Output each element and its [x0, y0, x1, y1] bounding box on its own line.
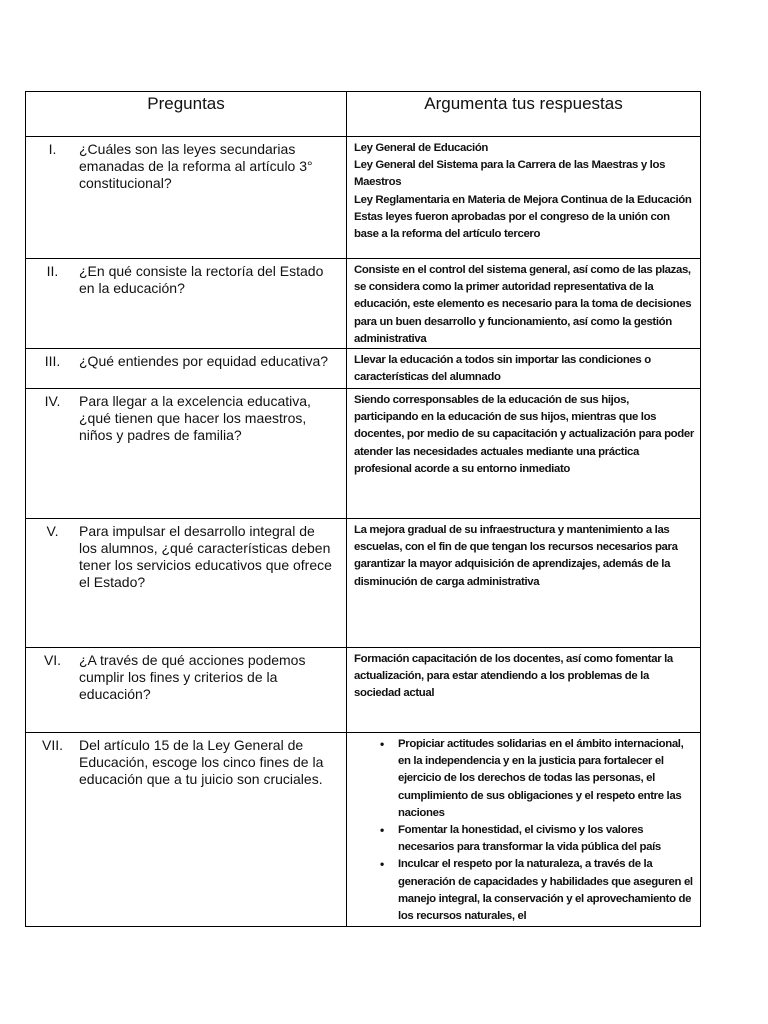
- answer-cell: [347, 349, 701, 389]
- answer-line: Estas leyes fueron aprobadas por el congreso de la unión con base a la reforma del artículo tercero: [354, 210, 670, 241]
- table-row: [26, 733, 701, 927]
- question-cell: [26, 349, 347, 389]
- question-text: ¿Qué entiendes por equidad educativa?: [79, 353, 329, 370]
- question-text: Para llegar a la excelencia educativa, ¿qué tienen que hacer los maestros, niños y padres de familia?: [79, 393, 311, 444]
- table-row: [26, 648, 701, 733]
- answer-line: Ley General del Sistema para la Carrera de las Maestras y los Maestros: [354, 159, 666, 189]
- answer-cell: [347, 519, 701, 648]
- question-cell: [26, 389, 347, 519]
- table-row: [26, 389, 701, 519]
- question-cell: [26, 259, 347, 349]
- answer-cell: [347, 648, 701, 733]
- table-row: [26, 137, 701, 259]
- table-row: [26, 519, 701, 648]
- answer-text: Siendo corresponsables de la educación de sus hijos, participando en la educación de sus hijos, mientras que los docentes, por medio de su capacitación y actualización para poder atender las necesidades actuales mediante una práctica profesional acorde a su entorno inmediato: [354, 394, 694, 475]
- answer-cell: [347, 137, 701, 259]
- answer-line: Ley Reglamentaria en Materia de Mejora Continua de la Educación: [354, 193, 692, 206]
- question-text: ¿En qué consiste la rectoría del Estado en la educación?: [79, 263, 324, 296]
- question-text: ¿A través de qué acciones podemos cumplir los fines y criterios de la educación?: [79, 652, 306, 703]
- answer-text: Consiste en el control del sistema general, así como de las plazas, se considera como la primer autoridad representativa de la educación, este elemento es necesario para la toma de decisiones para un buen desarrollo y funcionamiento, así como la gestión administrativa: [354, 264, 692, 345]
- answer-cell: [347, 733, 701, 927]
- row-number: IV.: [44, 393, 61, 410]
- questionnaire-sheet: [25, 91, 700, 927]
- list-item: • Inculcar el respeto por la naturaleza, a través de la generación de capacidades y habilidades que aseguren el manejo integral, la conservación y el aprovechamiento de los recursos naturales, el: [398, 856, 694, 925]
- table-row: [26, 259, 701, 349]
- question-cell: [26, 519, 347, 648]
- answer-text: La mejora gradual de su infraestructura y mantenimiento a las escuelas, con el fin de que tengan los recursos necesarios para garantizar la mayor adquisición de aprendizajes, además de la disminución de carga administrativa: [354, 524, 678, 588]
- answer-bullet-list: [354, 736, 694, 925]
- question-text: Del artículo 15 de la Ley General de Educación, escoge los cinco fines de la educación que a tu juicio son cruciales.: [79, 737, 324, 788]
- question-text: Para impulsar el desarrollo integral de los alumnos, ¿qué características deben tener los servicios educativos que ofrece el Estado?: [79, 523, 332, 591]
- answer-cell: [347, 389, 701, 519]
- list-item: • Fomentar la honestidad, el civismo y los valores necesarios para transformar la vida pública del país: [398, 822, 694, 856]
- header-answers: Argumenta tus respuestas: [347, 92, 701, 137]
- list-item: • Propiciar actitudes solidarias en el ámbito internacional, en la independencia y en la justicia para fortalecer el ejercicio de los derechos de todas las personas, el cumplimiento de sus obligaciones y el respeto entre las naciones: [398, 736, 694, 822]
- answer-line: Ley General de Educación: [354, 142, 489, 154]
- question-cell: [26, 648, 347, 733]
- table-row: [26, 349, 701, 389]
- question-cell: [26, 733, 347, 927]
- answer-text: Llevar la educación a todos sin importar las condiciones o características del alumnado: [354, 354, 651, 384]
- header-questions: Preguntas: [26, 92, 347, 137]
- row-number: II.: [46, 263, 59, 279]
- row-number: III.: [44, 353, 61, 370]
- row-number: VII.: [41, 737, 63, 754]
- question-cell: [26, 137, 347, 259]
- row-number: V.: [46, 523, 59, 540]
- questions-table: [25, 91, 701, 927]
- question-text: ¿Cuáles son las leyes secundarias emanadas de la reforma al artículo 3° constitucional?: [79, 141, 313, 191]
- row-number: VI.: [43, 652, 62, 669]
- row-number: I.: [48, 141, 57, 157]
- answer-text: Formación capacitación de los docentes, así como fomentar la actualización, para estar atendiendo a los problemas de la sociedad actual: [354, 653, 673, 700]
- answer-cell: [347, 259, 701, 349]
- header-row: [26, 92, 701, 137]
